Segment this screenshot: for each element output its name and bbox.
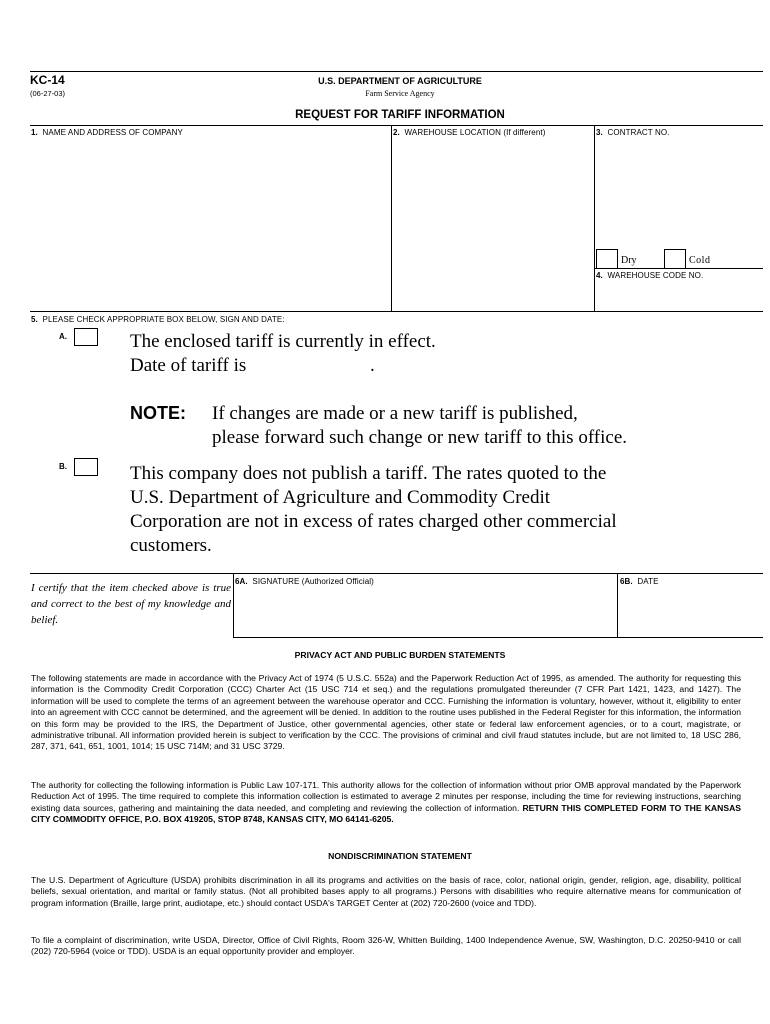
nondiscrimination-paragraph-1: The U.S. Department of Agriculture (USDA) prohibits discrimination in all its programs and activities on the basis of race, color, national origin, gender, religion, age, disability, political beliefs, sexual orientation, and marital or family status. (Not all prohibited bases apply to all programs.) Persons with disabilities who require alternative means for communication of program information (Braille, large print, audiotape, etc.) should contact USDA's TARGET Center at (202) 720-2600 (voice and TDD). <box>31 875 741 908</box>
fields-top-rule <box>30 125 763 126</box>
warehouse-code-input[interactable] <box>597 284 761 308</box>
cold-checkbox[interactable] <box>664 249 686 269</box>
field-6a-label: 6A. SIGNATURE (Authorized Official) <box>235 577 374 586</box>
signature-input[interactable] <box>236 590 614 634</box>
note-line-2: please forward such change or new tariff to this office. <box>212 427 628 448</box>
option-b-line-3: Corporation are not in excess of rates charged other commercial <box>130 511 617 532</box>
department-name: U.S. DEPARTMENT OF AGRICULTURE <box>318 76 482 86</box>
contract-number-input[interactable] <box>597 142 761 246</box>
privacy-paragraph-2-text: The authority for collecting the following information is Public Law 107-171. This authority allows for the collection of information without prior OMB approval mandated by the Paperwork Reduction Act of 1995. The time required to complete this information collection is estimated to average 2 minutes per response, including the time for reviewing instructions, searching existing data sources, gathering and maintaining the data needed, and completing and reviewing the collection of information. <box>31 780 741 813</box>
section-5-label: 5. PLEASE CHECK APPROPRIATE BOX BELOW, SIGN AND DATE: <box>31 315 285 324</box>
divider-6a-6b <box>617 573 618 637</box>
privacy-heading: PRIVACY ACT AND PUBLIC BURDEN STATEMENTS <box>294 650 506 660</box>
date-input[interactable] <box>621 590 761 634</box>
privacy-paragraph-1: The following statements are made in accordance with the Privacy Act of 1974 (5 U.S.C. 552a) and the Paperwork Reduction Act of 1995, as amended. The authority for requesting this information is the Commodity Credit Corporation (CCC) Charter Act (15 USC 714 et seq.) and the regulations promulgated thereunder (7 CFR Part 1421, 1423, and 1427). The information will be used to complete the terms of an agreement between the warehouse operator and CCC. Furnishing the information is voluntary, however, without it, eligibility to enter into an agreement with CCC cannot be determined, and the agreement will be denied. In addition to the routine uses published in the Federal Register for this information, the information on this form may be provided to the IRS, the Department of Justice, other governmental agencies, other state or federal law enforcement agencies, or to a court, magistrate, or administrative tribunal. All information provided herein is subject to verification by the CCC. The provisions of criminal and civil fraud statutes include, but are not limited to, 18 USC 286, 287, 371, 641, 651, 1001, 1014; 15 USC 714M; and 31 USC 3729. <box>31 673 741 752</box>
tariff-date-period: . <box>370 355 375 376</box>
note-label: NOTE: <box>130 403 186 423</box>
option-b-line-2: U.S. Department of Agriculture and Commodity Credit <box>130 487 551 508</box>
option-b-letter: B. <box>59 462 67 471</box>
tariff-date-prefix: Date of tariff is <box>130 355 247 376</box>
field-4-top-rule <box>594 268 763 269</box>
option-b-line-1: This company does not publish a tariff. The rates quoted to the <box>130 463 607 484</box>
nondiscrimination-heading: NONDISCRIMINATION STATEMENT <box>328 851 472 861</box>
certification-bottom-rule <box>233 637 763 638</box>
cold-label: Cold <box>689 255 711 266</box>
option-b-checkbox[interactable] <box>74 458 98 476</box>
divider-1-2 <box>391 125 392 311</box>
field-6b-label: 6B. DATE <box>620 577 659 586</box>
return-address: RETURN THIS COMPLETED FORM TO THE KANSAS CITY COMMODITY OFFICE, P.O. BOX 419205, STOP 8748, KANSAS CITY, MO 64141-6205. <box>31 802 742 825</box>
field-1-label: 1. NAME AND ADDRESS OF COMPANY <box>31 128 183 137</box>
privacy-paragraph-2 <box>31 780 741 826</box>
option-b-line-4: customers. <box>130 535 212 556</box>
form-date: (06-27-03) <box>30 89 66 98</box>
field-3-label: 3. CONTRACT NO. <box>596 128 670 137</box>
fields-bottom-rule <box>30 311 763 312</box>
dry-checkbox[interactable] <box>596 249 618 269</box>
top-rule <box>30 71 763 72</box>
field-2-label: 2. WAREHOUSE LOCATION (If different) <box>393 128 546 137</box>
warehouse-location-input[interactable] <box>394 142 592 308</box>
note-line-1: If changes are made or a new tariff is published, <box>212 403 578 424</box>
certification-statement: I certify that the item checked above is true and correct to the best of my knowledge and belief. <box>31 582 231 626</box>
form-number: KC-14 <box>30 73 65 87</box>
nondiscrimination-paragraph-2: To file a complaint of discrimination, write USDA, Director, Office of Civil Rights, Room 326-W, Whitten Building, 1400 Independence Avenue, SW, Washington, D.C. 20250-9410 or call (202) 720-5964 (voice or TDD). USDA is an equal opportunity provider and employer. <box>31 935 741 957</box>
tariff-date-input[interactable] <box>257 354 369 376</box>
option-a-statement: The enclosed tariff is currently in effect. <box>130 331 436 352</box>
divider-2-3 <box>594 125 595 311</box>
dry-label: Dry <box>621 255 637 266</box>
certification-top-rule <box>30 573 763 574</box>
page-title: REQUEST FOR TARIFF INFORMATION <box>295 109 505 121</box>
company-name-address-input[interactable] <box>32 142 388 308</box>
field-4-label: 4. WAREHOUSE CODE NO. <box>596 271 704 280</box>
option-a-checkbox[interactable] <box>74 328 98 346</box>
option-a-letter: A. <box>59 332 67 341</box>
divider-cert-6a <box>233 573 234 637</box>
agency-name: Farm Service Agency <box>365 89 435 98</box>
